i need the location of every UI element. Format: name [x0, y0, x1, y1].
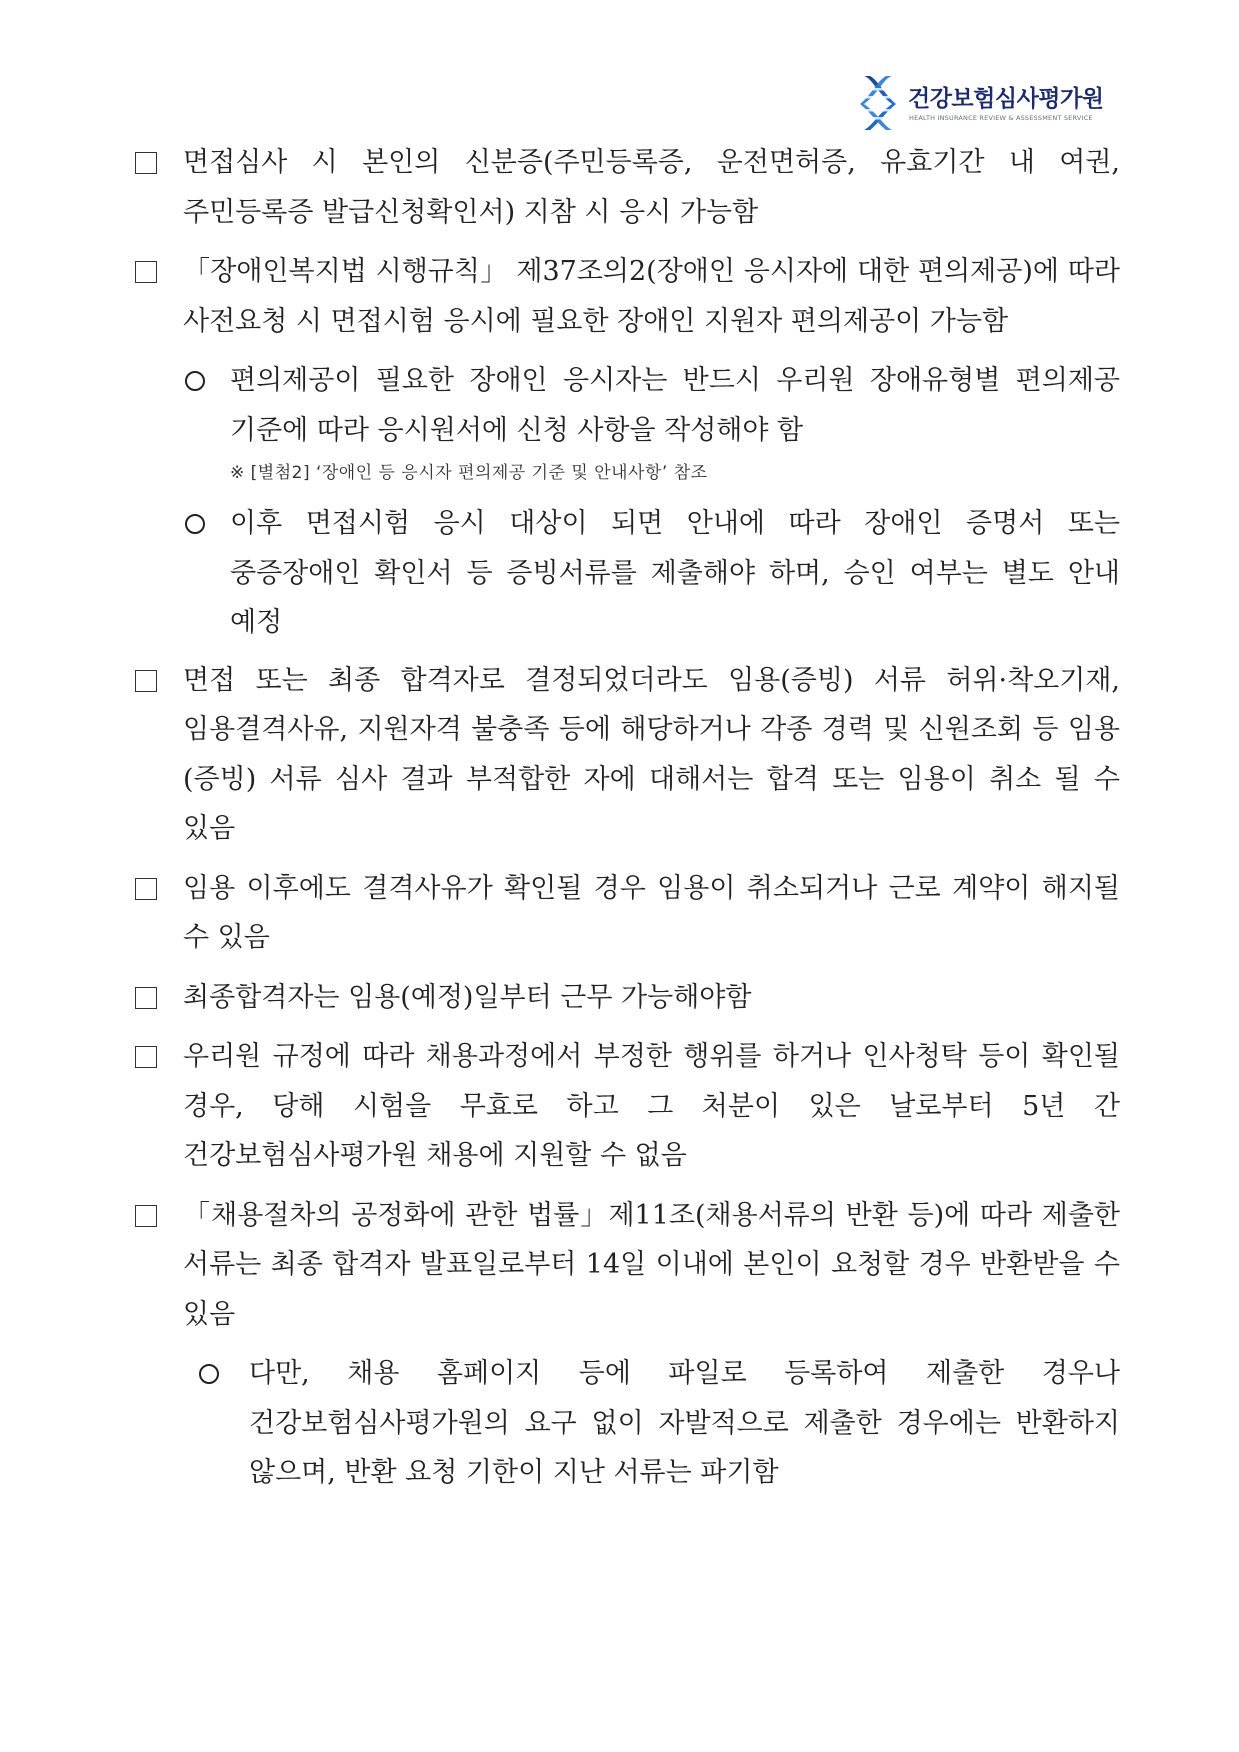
item-text: 면접심사 시 본인의 신분증(주민등록증, 운전면허증, 유효기간 내 여권, 주민등록증 발급신청확인서) 지참 시 응시 가능함 [183, 147, 1120, 228]
org-name-en: HEALTH INSURANCE REVIEW & ASSESSMENT SERVICE [909, 114, 1093, 122]
sub-list-item [135, 1349, 1120, 1498]
notice-content [135, 138, 1120, 1506]
sub-item-text: 편의제공이 필요한 장애인 응시자는 반드시 우리원 장애유형별 편의제공 기준에 따라 응시원서에 신청 사항을 작성해야 함 [230, 365, 1120, 446]
list-item [135, 1191, 1120, 1340]
org-name-kr: 건강보험심사평가원 [908, 86, 1104, 112]
list-item [135, 973, 1120, 1023]
item-text: 우리원 규정에 따라 채용과정에서 부정한 행위를 하거나 인사청탁 등이 확인될 경우, 당해 시험을 무효로 하고 그 처분이 있은 날로부터 5년 간 건강보험심사평가원 채용에 지원할 수 없음 [183, 1041, 1120, 1171]
square-bullet-icon [135, 152, 157, 174]
reference-note: ※ [별첨2] ‘장애인 등 응시자 편의제공 기준 및 안내사항’ 참조 [230, 463, 708, 483]
list-item [135, 656, 1120, 854]
list-item [135, 1032, 1120, 1181]
item-text: 「장애인복지법 시행규칙」 제37조의2(장애인 응시자에 대한 편의제공)에 따라 사전요청 시 면접시험 응시에 필요한 장애인 지원자 편의제공이 가능함 [183, 256, 1120, 337]
square-bullet-icon [135, 670, 157, 692]
circle-bullet-icon [199, 1364, 219, 1384]
square-bullet-icon [135, 1205, 157, 1227]
item-text: 「채용절차의 공정화에 관한 법률」제11조(채용서류의 반환 등)에 따라 제출한 서류는 최종 합격자 발표일로부터 14일 이내에 본인이 요청할 경우 반환받을 수 있음 [183, 1199, 1120, 1330]
item-text: 면접 또는 최종 합격자로 결정되었더라도 임용(증빙) 서류 허위·착오기재, 임용결격사유, 지원자격 불충족 등에 해당하거나 각종 경력 및 신원조회 등 임용(증빙) 서류 심사 결과 부적합한 자에 대해서는 합격 또는 임용이 취소 될 수 있음 [183, 664, 1120, 844]
item-text: 최종합격자는 임용(예정)일부터 근무 가능해야함 [183, 981, 752, 1013]
list-item [135, 864, 1120, 963]
sub-list-item [135, 356, 1120, 455]
item-text: 임용 이후에도 결격사유가 확인될 경우 임용이 취소되거나 근로 계약이 해지될 수 있음 [183, 872, 1120, 953]
square-bullet-icon [135, 1046, 157, 1068]
square-bullet-icon [135, 987, 157, 1009]
sub-item-text: 다만, 채용 홈페이지 등에 파일로 등록하여 제출한 경우나 건강보험심사평가원의 요구 없이 자발적으로 제출한 경우에는 반환하지 않으며, 반환 요청 기한이 지난 서류는 파기함 [249, 1358, 1120, 1488]
square-bullet-icon [135, 878, 157, 900]
circle-bullet-icon [185, 514, 205, 534]
circle-bullet-icon [185, 371, 205, 391]
sub-list-item [135, 499, 1120, 648]
square-bullet-icon [135, 261, 157, 283]
header-logo [858, 74, 1158, 134]
list-item [135, 247, 1120, 346]
list-item [135, 138, 1120, 237]
hira-logo-icon [858, 74, 898, 132]
sub-item-text: 이후 면접시험 응시 대상이 되면 안내에 따라 장애인 증명서 또는 중증장애인 확인서 등 증빙서류를 제출해야 하며, 승인 여부는 별도 안내 예정 [230, 508, 1120, 638]
